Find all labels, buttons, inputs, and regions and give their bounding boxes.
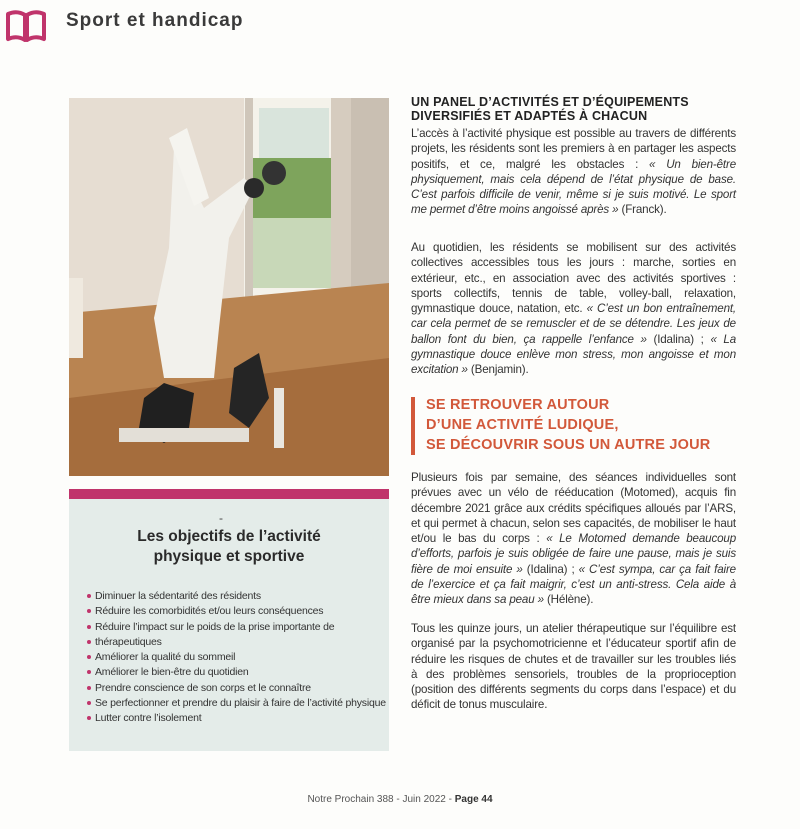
heading1-line1: UN PANEL D’ACTIVITÉS ET D’ÉQUIPEMENTS — [411, 95, 689, 109]
heading2-text — [426, 395, 710, 455]
objectives-list — [87, 589, 387, 727]
book-icon — [4, 8, 48, 44]
p2-attrib-1: (Idalina) ; — [646, 332, 711, 346]
heading2-accent-bar — [411, 397, 415, 455]
p2-quote-1: « C’est un bon entraînement, car cela permet de se remuscler et de se détendre. Les jeux de ballon font du bien, ça rappelle l’enfance » — [411, 302, 737, 346]
objective-item: Lutter contre l’isolement — [87, 711, 387, 726]
heading1-line2: DIVERSIFIÉS ET ADAPTÉS À CHACUN — [411, 109, 648, 123]
objective-item-continuation: thérapeutiques — [87, 635, 387, 650]
objectives-title-line2: physique et sportive — [153, 548, 305, 565]
exercise-bike-photo — [69, 98, 389, 476]
paragraph-1 — [411, 126, 736, 218]
heading2-line3: SE DÉCOUVRIR SOUS UN AUTRE JOUR — [426, 437, 711, 453]
objective-item: Se perfectionner et prendre du plaisir à faire de l’activité physique — [87, 696, 387, 711]
objective-item: Améliorer la qualité du sommeil — [87, 650, 387, 665]
p3-text: Plusieurs fois par semaine, des séances individuelles sont prévues avec un vélo de rééducation (Motomed), acquis fin décembre 2021 grâce aux crédits spécifiques alloués par l’ARS, et qui permet à chacun, selon ses capacités, de mobiliser le haut et/ou le bas du corps : — [411, 471, 736, 546]
objectives-box — [69, 489, 389, 751]
p3-attrib-2: (Hélène). — [543, 593, 594, 607]
p2-text: Au quotidien, les résidents se mobilisent sur des activités collectives accessibles tous les jours : marche, sorties en extérieur, etc., en association avec des activités sportives : sports collectifs, tennis de table, volley-ball, relaxation, gymnastique douce, natation, etc. — [411, 241, 736, 316]
footer-publication: Notre Prochain 388 - Juin 2022 - — [307, 794, 455, 805]
heading2-line1: SE RETROUVER AUTOUR — [426, 397, 610, 413]
article-heading-2 — [411, 395, 731, 463]
objective-item: Améliorer le bien-être du quotidien — [87, 665, 387, 680]
p3-quote-2: « C’est sympa, car ça fait faire de l’exercice et ça fait maigrir, c’est un anti-stress. Cela aide à être mieux dans sa peau » — [411, 562, 736, 607]
p1-quote: « Un bien-être physiquement, mais cela dépend de l’état physique de base. C’est parfois difficile de venir, même si je suis motivé. Le sport me permet d’être moins angoissé après » — [411, 157, 736, 217]
objective-item: Prendre conscience de son corps et le connaître — [87, 681, 387, 696]
page-footer — [0, 794, 800, 805]
objectives-title-line1: Les objectifs de l’activité — [137, 528, 321, 545]
heading2-line2: D’UNE ACTIVITÉ LUDIQUE, — [426, 417, 619, 433]
objective-item: Réduire les comorbidités et/ou leurs conséquences — [87, 604, 387, 619]
paragraph-4: Tous les quinze jours, un atelier thérapeutique sur l’équilibre est organisé par la psychomotricienne et l’éducateur sportif afin de réduire les risques de chutes et de travailler sur les troubles liés à des problèmes sensoriels, troubles de la proprioception (position des différents segments du corps dans l’espace) et du déficit de tonus musculaire. — [411, 622, 736, 712]
p1-text: L’accès à l’activité physique est possible au travers de différents projets, les résidents sont les premiers à en partager les aspects positifs, et ce, malgré les obstacles : — [411, 127, 736, 171]
paragraph-2 — [411, 240, 736, 378]
p3-quote-1: « Le Motomed demande beaucoup d’efforts, parfois je suis obligée de faire une pause, mais je suis fière de moi ensuite » — [411, 532, 736, 576]
box-dash: - — [219, 511, 223, 525]
objective-item: Réduire l’impact sur le poids de la prise importante de — [87, 620, 387, 635]
p3-attrib-1: (Idalina) ; — [522, 562, 579, 576]
section-title: Sport et handicap — [66, 10, 244, 31]
objectives-title — [69, 527, 389, 567]
p2-attrib-2: (Benjamin). — [467, 363, 529, 377]
article-heading-1 — [411, 95, 736, 123]
page-number: Page 44 — [454, 794, 493, 805]
accent-bar — [69, 489, 389, 499]
paragraph-3 — [411, 470, 736, 608]
p1-attrib: (Franck). — [618, 203, 667, 217]
objective-item: Diminuer la sédentarité des résidents — [87, 589, 387, 604]
p2-quote-2: « La gymnastique douce enlève mon stress, mon angoisse et mon excitation » — [411, 332, 737, 377]
